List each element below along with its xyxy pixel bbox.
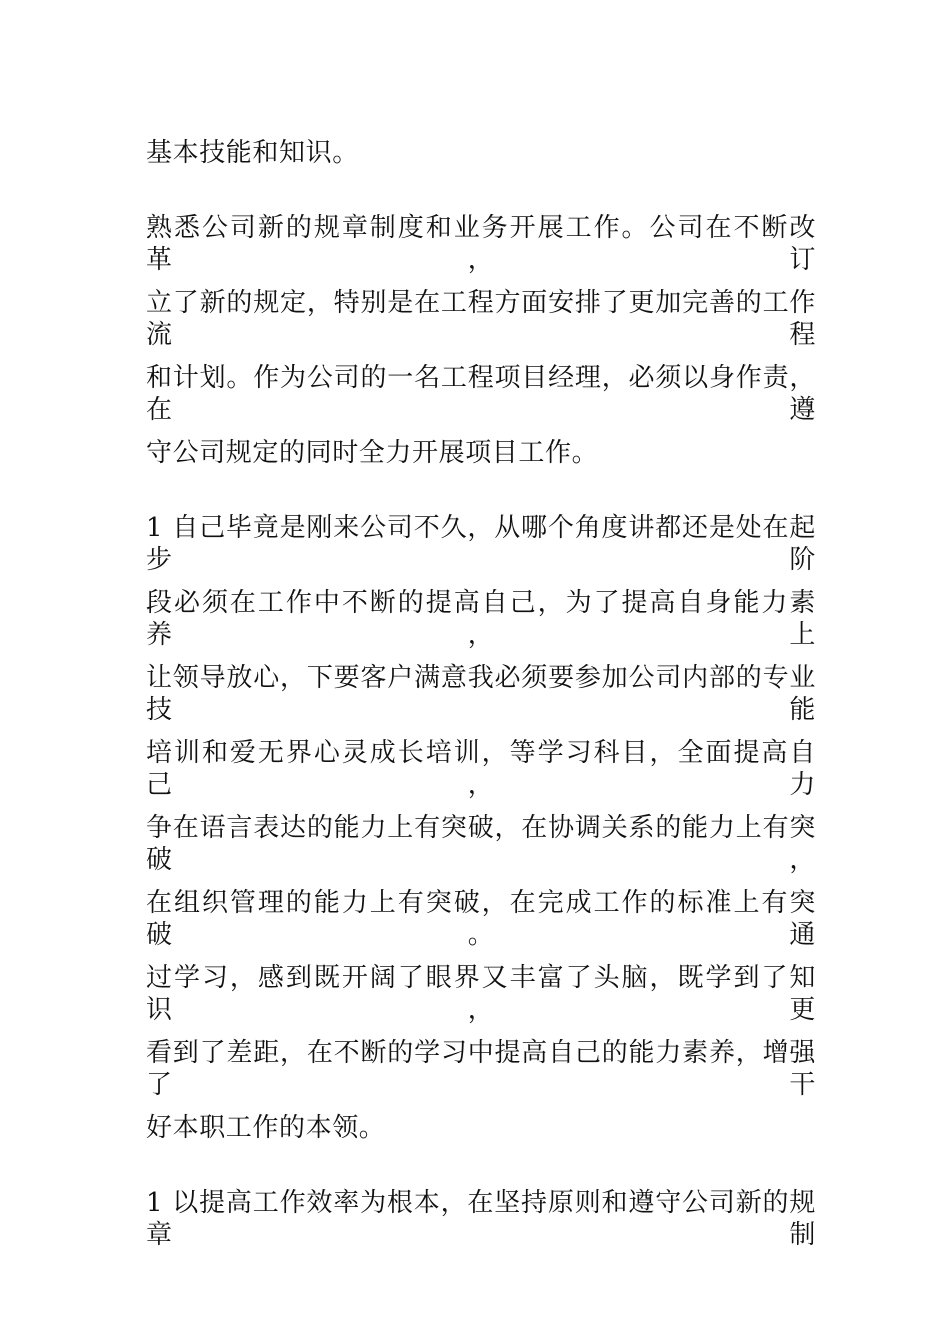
paragraph-3-line-6: 在组织管理的能力上有突破，在完成工作的标准上有突破。通 — [146, 888, 816, 950]
paragraph-2-line-3: 和计划。作为公司的一名工程项目经理，必须以身作责，在遵 — [146, 363, 816, 425]
paragraph-3-line-3: 让领导放心，下要客户满意我必须要参加公司内部的专业技能 — [146, 663, 816, 725]
paragraph-3-line-2: 段必须在工作中不断的提高自己，为了提高自身能力素养，上 — [146, 588, 816, 650]
paragraph-3-line-8: 看到了差距，在不断的学习中提高自己的能力素养，增强了干 — [146, 1038, 816, 1100]
paragraph-4-line-1: 1 以提高工作效率为根本，在坚持原则和遵守公司新的规章制 — [146, 1188, 816, 1250]
paragraph-3-line-5: 争在语言表达的能力上有突破，在协调关系的能力上有突破， — [146, 813, 816, 875]
paragraph-3-line-1: 1 自己毕竟是刚来公司不久，从哪个角度讲都还是处在起步阶 — [146, 513, 816, 575]
paragraph-3-line-7: 过学习，感到既开阔了眼界又丰富了头脑，既学到了知识，更 — [146, 963, 816, 1025]
paragraph-2-line-4: 守公司规定的同时全力开展项目工作。 — [146, 438, 599, 468]
paragraph-2-line-2: 立了新的规定，特别是在工程方面安排了更加完善的工作流程 — [146, 288, 816, 350]
paragraph-2-line-1: 熟悉公司新的规章制度和业务开展工作。公司在不断改革，订 — [146, 213, 816, 275]
paragraph-1-line-1: 基本技能和知识。 — [146, 138, 359, 168]
paragraph-3-line-9: 好本职工作的本领。 — [146, 1113, 386, 1143]
paragraph-3-line-4: 培训和爱无界心灵成长培训，等学习科目，全面提高自己，力 — [146, 738, 816, 800]
